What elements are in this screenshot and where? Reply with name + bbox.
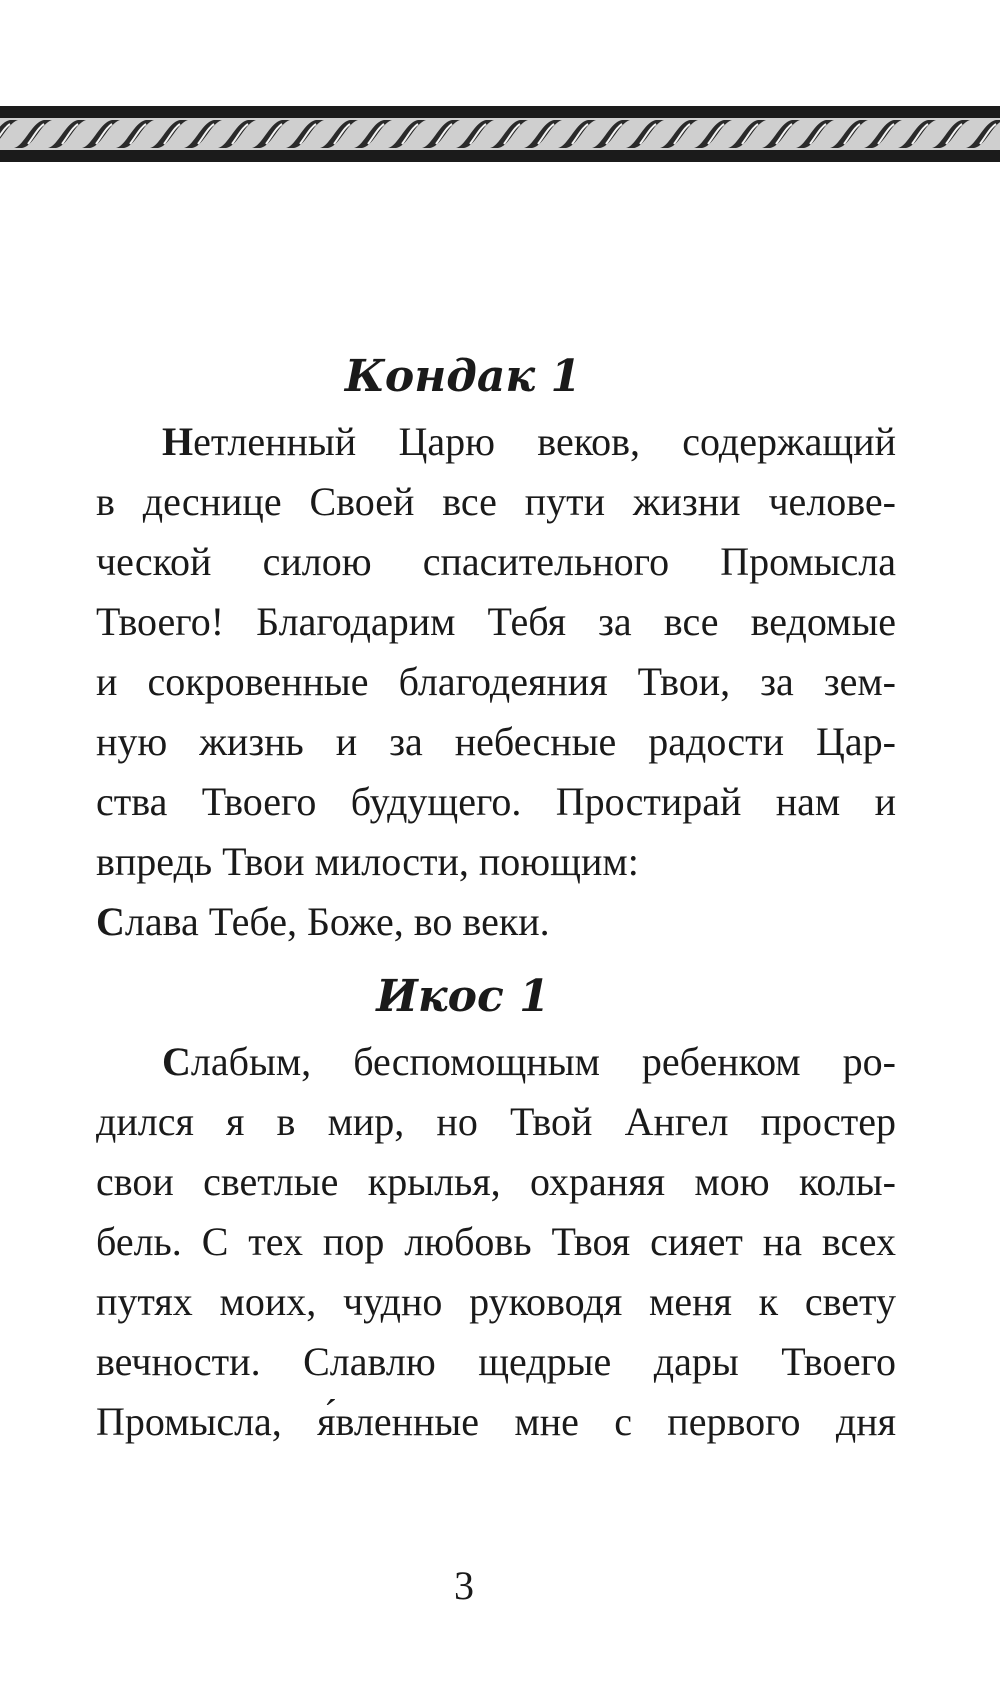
section-heading-kondak: Кондак 1 xyxy=(344,351,582,402)
section-heading-ikos: Икос 1 xyxy=(376,971,550,1022)
page-number: 3 xyxy=(454,1563,474,1608)
text-line: вечности. Славлю щедрые дары Твоего xyxy=(96,1339,896,1384)
text-line: Твоего! Благодарим Тебя за все ведомые xyxy=(96,599,896,644)
initial-letter: Н xyxy=(162,419,194,464)
refrain-line: Слава Тебе, Боже, во веки. xyxy=(96,899,550,944)
text-line: и сокровенные благодеяния Твои, за зем- xyxy=(96,659,896,704)
text-line: Слабым, беспомощным ребенком ро- xyxy=(162,1039,896,1084)
text-line: Нетленный Царю веков, содержащий xyxy=(162,419,896,464)
text-line: Промысла, я́вленные мне с первого дня xyxy=(96,1399,896,1444)
text-line: бель. С тех пор любовь Твоя сияет на всех xyxy=(96,1219,896,1264)
text-line: дился я в мир, но Твой Ангел простер xyxy=(96,1099,896,1144)
kondak-paragraph xyxy=(30,412,896,892)
initial-letter: С xyxy=(96,899,125,944)
text-line: ческой силою спасительного Промысла xyxy=(96,539,896,584)
text-line: впредь Твои милости, поющим: xyxy=(96,839,639,884)
text-line: в деснице Своей все пути жизни челове- xyxy=(96,479,896,524)
text-line: свои светлые крылья, охраняя мою колы- xyxy=(96,1159,896,1204)
text-line: путях моих, чудно руководя меня к свету xyxy=(96,1279,896,1324)
page-content xyxy=(30,342,896,1452)
text-line: ную жизнь и за небесные радости Цар- xyxy=(96,719,896,764)
ikos-paragraph xyxy=(30,1032,896,1452)
text-line: ства Твоего будущего. Простирай нам и xyxy=(96,779,896,824)
initial-letter: С xyxy=(162,1039,191,1084)
decorative-rope-border xyxy=(0,106,1000,162)
